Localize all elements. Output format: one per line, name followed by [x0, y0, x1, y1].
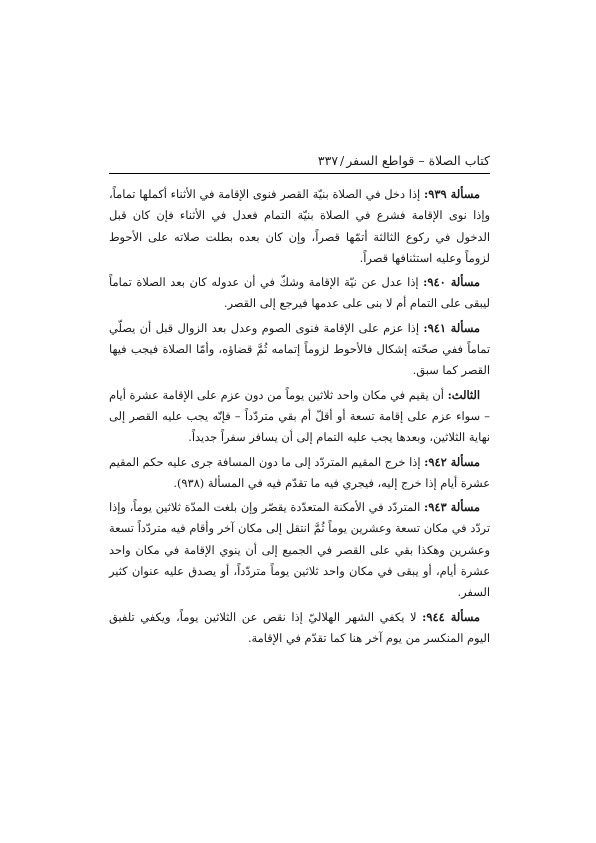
- issue-label: مسألة ٩٣٩:: [423, 187, 480, 201]
- issue-text: إذا عدل عن نيّة الإقامة وشكّ في أن عدوله كان بعد الصلاة تماماً ليبقى على التمام أم لا بنى على عدمها فيرجع إلى القصر.: [109, 275, 490, 311]
- issue-label: مسألة ٩٤٠:: [423, 275, 481, 290]
- issue-text: إذا عزم على الإقامة فنوى الصوم وعدل بعد الزوال قبل أن يصلّي تماماً ففي صحّته إشكال فالأحوط لزوماً إتمامه ثُمَّ قضاؤه، وأمّا الصلاة فيجب فيها القصر كما سبق.: [109, 320, 490, 378]
- third-condition-paragraph: [109, 385, 490, 449]
- issue-text: المتردّد في الأمكنة المتعدّدة يقصّر وإن بلغت المدّة ثلاثين يوماً، وإذا تردّد في مكان تسعة وعشرين يوماً ثُمَّ انتقل إلى مكان آخر وأقام فيه متردّداً تسعة وعشرين وهكذا بقي على القصر في الجميع إلى أن ينوي الإقامة في مكان واحد عشرة أيام، أو يبقى في مكان واحد ثلاثين يوماً متردّداً، أو يصدق عليه عنوان كثير السفر.: [109, 500, 490, 600]
- issue-label: مسألة ٩٤٤:: [422, 609, 480, 624]
- section-text: أن يقيم في مكان واحد ثلاثين يوماً من دون عزم على الإقامة عشرة أيام – سواء عزم على إقامة تسعة أو أقلّ أم بقي متردّداً – فإنّه يجب عليه القصر إلى نهاية الثلاثين، وبعدها يجب عليه التمام إلى أن يسافر سفراً جديداً.: [109, 387, 490, 445]
- issue-939-paragraph: [109, 184, 490, 269]
- issue-text: لا يكفي الشهر الهلاليّ إذا نقص عن الثلاثين يوماً، ويكفي تلفيق اليوم المنكسر من يوم آخر هنا كما تقدّم في الإقامة.: [109, 609, 490, 645]
- issue-943-paragraph: [109, 497, 490, 603]
- section-label: الثالث:: [447, 387, 480, 402]
- issue-label: مسألة ٩٤١:: [423, 320, 480, 335]
- header-title: كتاب الصلاة – قواطع السفر: [346, 153, 490, 168]
- issue-label: مسألة ٩٤٣:: [424, 500, 480, 515]
- header-separator: /: [340, 153, 345, 168]
- issue-text: إذا دخل في الصلاة بنيّة القصر فنوى الإقامة في الأثناء أكملها تماماً، وإذا نوى الإقامة فشرع في الصلاة بنيّة التمام فعدل في الأثناء فإن كان قبل الدخول في ركوع الثالثة أتمّها قصراً، وإن كان بعده بطلت صلاته على الأحوط لزوماً وعليه استئنافها قصراً.: [109, 187, 490, 265]
- issue-944-paragraph: [109, 607, 490, 650]
- page-body: [109, 184, 490, 652]
- issue-941-paragraph: [109, 318, 490, 382]
- issue-940-paragraph: [109, 272, 490, 315]
- issue-942-paragraph: [109, 452, 490, 495]
- page-number: ٣٣٧: [317, 153, 339, 168]
- issue-label: مسألة ٩٤٢:: [424, 454, 480, 469]
- issue-text: إذا خرج المقيم المتردّد إلى ما دون المسافة جرى عليه حكم المقيم عشرة أيام إذا خرج إليه، فيجري فيه ما تقدّم فيه في المسألة (٩٣٨).: [109, 454, 490, 490]
- running-header: [109, 151, 490, 174]
